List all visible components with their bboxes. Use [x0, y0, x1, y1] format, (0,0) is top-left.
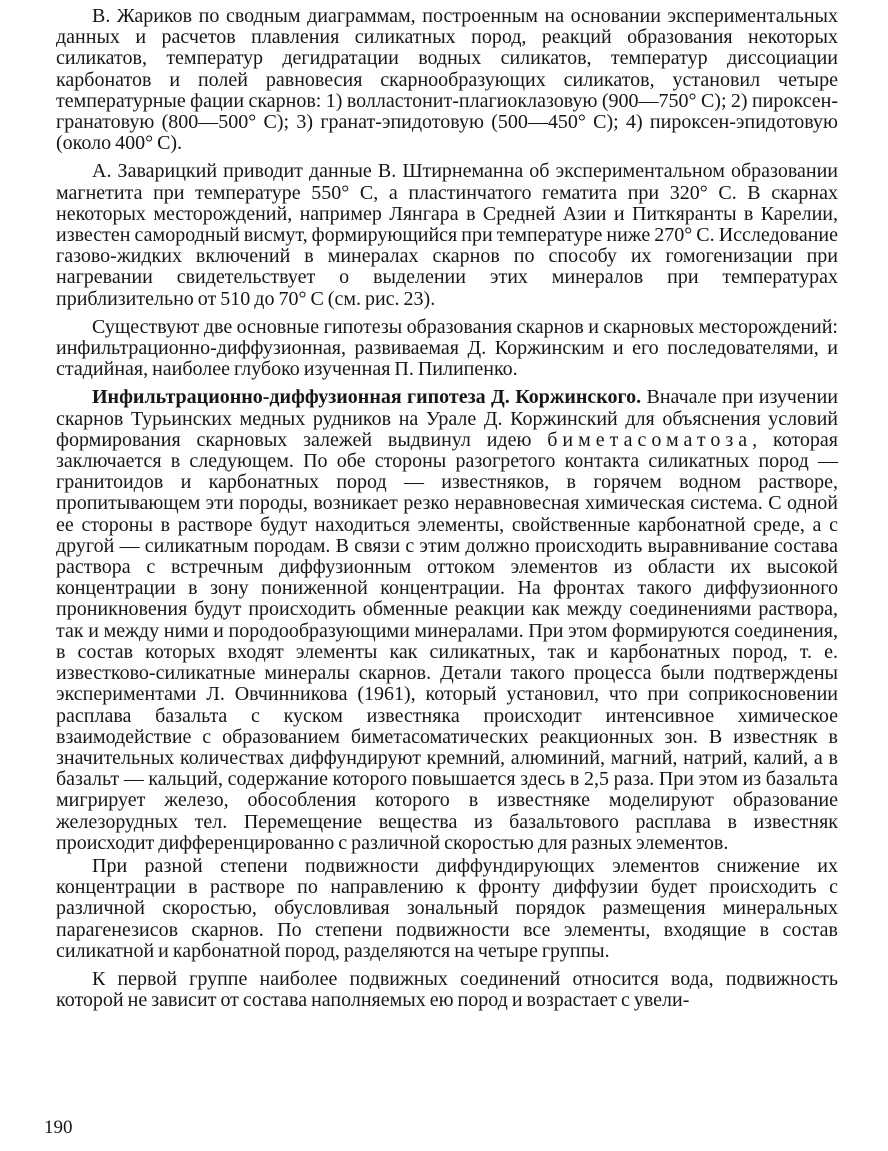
- paragraph-korzhinsky-hypothesis: [56, 387, 838, 853]
- paragraph-text: , которая заключается в следующем. По обе стороны разогретого контакта силикатных пород — гранитоидов и карбонатных пород — известняков, в горячем водном растворе, пропитывающем эти породы, возникает резко неравновесная химическая система. С одной ее стороны в растворе будут находиться элементы, свойственные карбонатной среде, а с другой — силикатным породам. В связи с этим должно происходить выравнивание состава раствора с встречным диффузионным оттоком элементов из области их высокой концентрации в зону пониженной концентрации. На фронтах такого диффузионного проникновения будут происходить обменные реакции как между соединениями раствора, так и между ними и породообразующими минералами. При этом формируются соединения, в состав которых входят элементы как силикатных, так и карбонатных пород, т. е. известково-силикатные минералы скарнов. Детали такого процесса были подтверждены экспериментами Л. Овчинникова (1961), который установил, что при соприкосновении расплава базальта с куском известняка происходит интенсивное химическое взаимодействие с образованием биметасоматических реакционных зон. В известняк в значительных количествах диффундируют кремний, алюминий, магний, натрий, калий, а в базальт — кальций, содержание которого повышается здесь в 2,5 раза. При этом из базальта мигрирует железо, обособления которого в известняке моделируют образование железорудных тел. Перемещение вещества из базальтового расплава в известняк происходит дифференцированно с различной скоростью для разных элементов.: [56, 428, 838, 854]
- paragraph-magnetite-experiment: [56, 161, 838, 309]
- paragraph-mobility: [56, 856, 838, 962]
- paragraph-text: А. Заварицкий приводит данные В. Штирнеманна об экспериментальном образовании магнетита при температуре 550° С, а пластинчатого гематита при 320° С. В скарнах некоторых месторождений, например Лянгара в Средней Азии и Питкяранты в Карелии, известен самородный висмут, формирующийся при температуре ниже 270° С. Исследование газово-жидких включений в минералах скарнов по способу их гомогенизации при нагревании свидетельствует о выделении этих минералов при температурах приблизительно от 510 до 70° С (см. рис. 23).: [56, 160, 838, 310]
- paragraph-temperature-facies: [56, 6, 838, 154]
- paragraph-text: К первой группе наиболее подвижных соединений относится вода, подвижность которой не зависит от состава наполняемых ею пород и возрастает с увели-: [56, 967, 838, 1012]
- page-number: 190: [44, 1117, 73, 1138]
- paragraph-text: В. Жариков по сводным диаграммам, построенным на основании экспериментальных данных и расчетов плавления силикатных пород, реакций образования некоторых силикатов, температур дегидратации водных силикатов, температур диссоциации карбонатов и полей равновесия скарнообразующих силикатов, установил четыре температурные фации скарнов: 1) волластонит-плагиоклазовую (900—750° С); 2) пироксен-гранатовую (800—500° С); 3) гранат-эпидотовую (500—450° С); 4) пироксен-эпидотовую (около 400° С).: [56, 5, 838, 155]
- section-heading: Инфильтрационно-диффузионная гипотеза Д. Коржинского.: [92, 386, 642, 409]
- paragraph-hypotheses: [56, 317, 838, 381]
- page-body: [56, 6, 838, 1018]
- paragraph-text: Существуют две основные гипотезы образования скарнов и скарновых месторождений: инфильтрационно-диффузионная, развиваемая Д. Коржинским и его последователями, и стадийная, наиболее глубоко изученная П. Пилипенко.: [56, 315, 838, 381]
- term-bimetasomatosis: биметасоматоза: [547, 428, 753, 451]
- paragraph-text: Вначале при изучении скарнов Турьинских медных рудников на Урале Д. Коржинский для объяснения условий формирования скарновых залежей выдвинул идею: [56, 386, 838, 451]
- paragraph-text: При разной степени подвижности диффундирующих элементов снижение их концентрации в растворе по направлению к фронту диффузии будет происходить с различной скоростью, обусловливая зональный порядок размещения минеральных парагенезисов скарнов. По степени подвижности все элементы, входящие в состав силикатной и карбонатной пород, разделяются на четыре группы.: [56, 854, 838, 962]
- paragraph-first-group: [56, 969, 838, 1011]
